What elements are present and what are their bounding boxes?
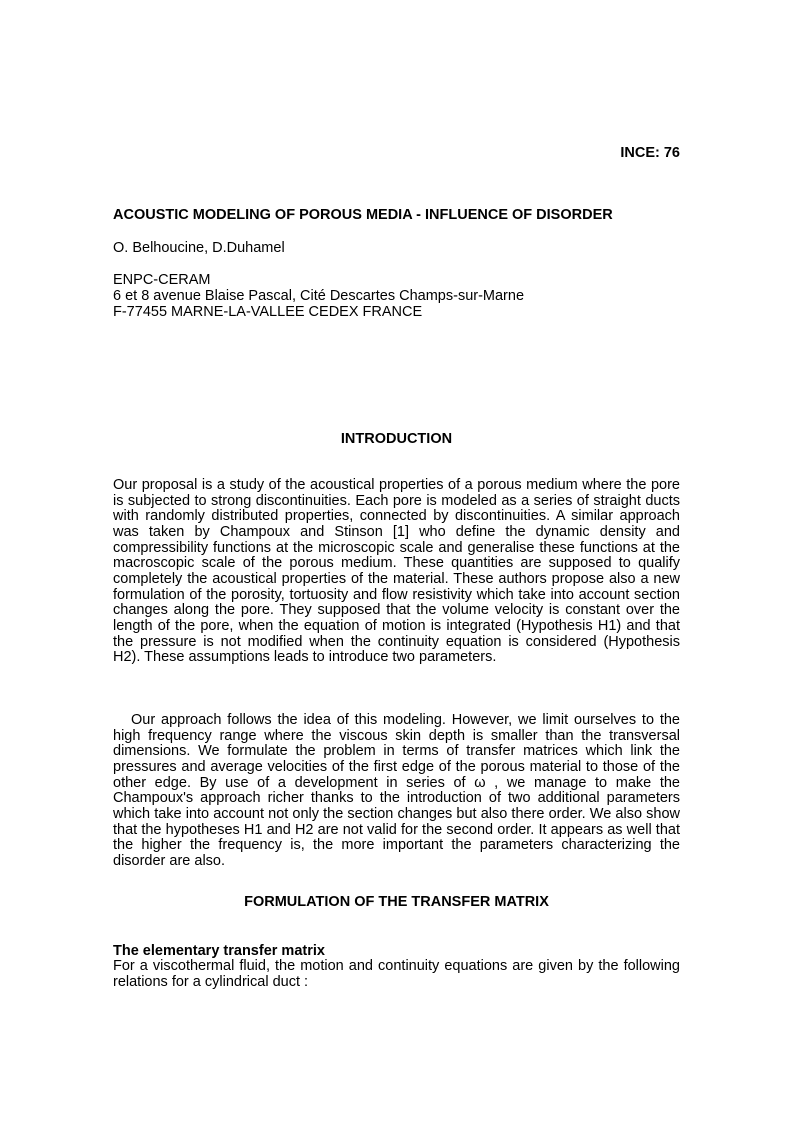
affiliation-block	[113, 272, 524, 320]
introduction-paragraph-1	[113, 478, 680, 666]
affiliation-line: F-77455 MARNE-LA-VALLEE CEDEX FRANCE	[113, 304, 423, 320]
affiliation-line: 6 et 8 avenue Blaise Pascal, Cité Descartes Champs-sur-Marne	[113, 288, 525, 304]
paragraph-text: For a viscothermal fluid, the motion and continuity equations are given by the following relations for a cylindrical duct :	[113, 958, 680, 990]
paper-authors: O. Belhoucine, D.Duhamel	[113, 240, 285, 256]
subsection-heading-elementary: The elementary transfer matrix	[113, 943, 325, 959]
elementary-paragraph-1	[113, 959, 680, 990]
section-heading-formulation: FORMULATION OF THE TRANSFER MATRIX	[244, 894, 549, 910]
paragraph-text: Our approach follows the idea of this modeling. However, we limit ourselves to the high frequency range where the viscous skin depth is smaller than the transversal dimensions. We formulate the problem in terms of transfer matrices which link the pressures and average velocities of the first edge of the porous material to those of the other edge. By use of a development in series of ω , we manage to make the Champoux's approach richer thanks to the introduction of two additional parameters which take into account not only the section changes but also there order. We also show that the hypotheses H1 and H2 are not valid for the second order. It appears as well that the higher the frequency is, the more important the parameters characterizing the disorder are also.	[113, 712, 680, 869]
section-heading-introduction: INTRODUCTION	[340, 431, 453, 447]
affiliation-line: ENPC-CERAM	[113, 272, 211, 288]
conference-label: INCE: 76	[620, 145, 680, 161]
introduction-paragraph-2	[113, 713, 680, 870]
paragraph-text: Our proposal is a study of the acoustical properties of a porous medium where the pore is subjected to strong discontinuities. Each pore is modeled as a series of straight ducts with randomly distributed properties, connected by discontinuities. A similar approach was taken by Champoux and Stinson [1] who define the dynamic density and compressibility functions at the microscopic scale and generalise these functions at the macroscopic scale of the porous medium. These quantities are supposed to qualify completely the acoustical properties of the material. These authors propose also a new formulation of the porosity, tortuosity and flow resistivity which take into account section changes along the pore. They supposed that the volume velocity is constant over the length of the pore, when the equation of motion is integrated (Hypothesis H1) and that the pressure is not modified when the continuity equation is considered (Hypothesis H2). These assumptions leads to introduce two parameters.	[113, 477, 680, 666]
paper-title: ACOUSTIC MODELING OF POROUS MEDIA - INFLUENCE OF DISORDER	[113, 207, 613, 223]
